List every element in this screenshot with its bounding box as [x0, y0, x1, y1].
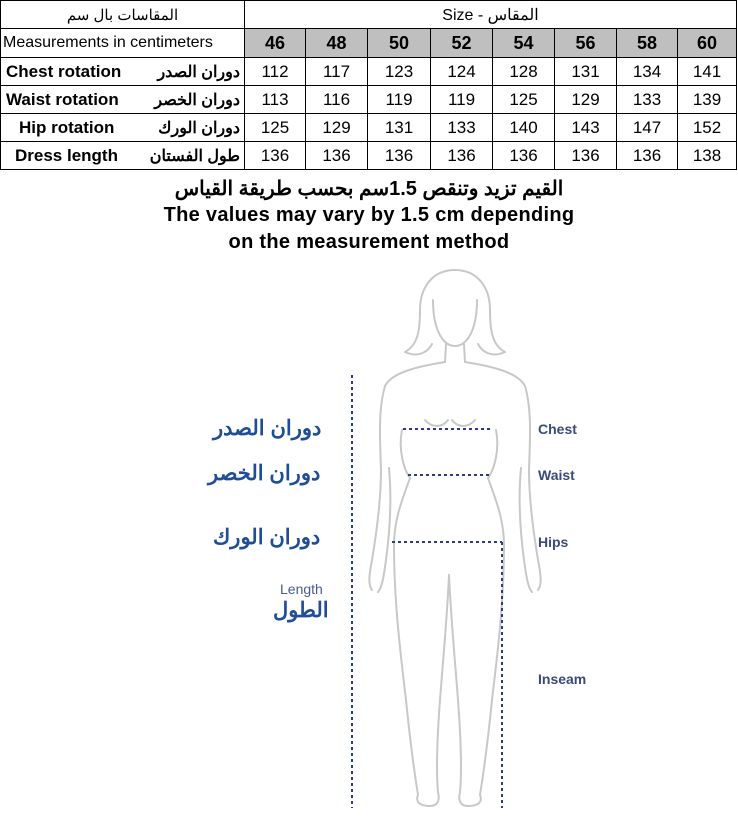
table-cell: 129 — [306, 114, 368, 142]
chest-label-ar: دوران الصدر — [213, 417, 322, 440]
table-cell: 133 — [617, 86, 678, 114]
table-cell: 136 — [493, 142, 555, 170]
note-arabic: القيم تزيد وتنقص 1.5سم بحسب طريقة القياس — [174, 178, 564, 200]
row-label-ar: دوران الورك — [139, 114, 245, 142]
table-cell: 136 — [555, 142, 617, 170]
row-label-en: Chest rotation — [1, 58, 139, 86]
table-cell: 141 — [678, 58, 737, 86]
table-cell: 124 — [431, 58, 493, 86]
table-cell: 136 — [368, 142, 431, 170]
size-60: 60 — [678, 29, 737, 58]
size-50: 50 — [368, 29, 431, 58]
length-label-en: Length — [280, 581, 323, 597]
inseam-label-en: Inseam — [538, 671, 587, 687]
hips-label-en: Hips — [538, 534, 569, 550]
size-52: 52 — [431, 29, 493, 58]
row-label-ar: دوران الخصر — [139, 86, 245, 114]
table-cell: 136 — [431, 142, 493, 170]
table-cell: 133 — [431, 114, 493, 142]
size-58: 58 — [617, 29, 678, 58]
table-cell: 139 — [678, 86, 737, 114]
size-46: 46 — [245, 29, 306, 58]
table-cell: 136 — [245, 142, 306, 170]
row-label-ar: طول الفستان — [139, 142, 245, 170]
table-cell: 119 — [368, 86, 431, 114]
size-56: 56 — [555, 29, 617, 58]
table-cell: 123 — [368, 58, 431, 86]
waist-label-en: Waist — [538, 467, 575, 483]
table-cell: 131 — [368, 114, 431, 142]
size-48: 48 — [306, 29, 368, 58]
chest-label-en: Chest — [538, 421, 577, 437]
table-cell: 129 — [555, 86, 617, 114]
measurement-guides — [352, 375, 502, 808]
note-english-line1: The values may vary by 1.5 cm depending — [163, 204, 575, 226]
table-cell: 116 — [306, 86, 368, 114]
table-cell: 136 — [617, 142, 678, 170]
row-label-ar: دوران الصدر — [139, 58, 245, 86]
table-cell: 113 — [245, 86, 306, 114]
header-measurements-ar: المقاسات بال سم — [1, 1, 245, 29]
table-cell: 134 — [617, 58, 678, 86]
table-cell: 131 — [555, 58, 617, 86]
table-cell: 128 — [493, 58, 555, 86]
table-cell: 117 — [306, 58, 368, 86]
table-cell: 138 — [678, 142, 737, 170]
header-measurements-en: Measurements in centimeters — [1, 29, 245, 58]
table-cell: 125 — [493, 86, 555, 114]
header-size: Size - المقاس — [245, 1, 737, 29]
table-cell: 140 — [493, 114, 555, 142]
row-label-en: Waist rotation — [1, 86, 139, 114]
table-cell: 125 — [245, 114, 306, 142]
note-english-line2: on the measurement method — [228, 231, 510, 253]
row-label-en: Dress length — [1, 142, 139, 170]
table-cell: 152 — [678, 114, 737, 142]
table-cell: 136 — [306, 142, 368, 170]
table-cell: 143 — [555, 114, 617, 142]
table-cell: 112 — [245, 58, 306, 86]
length-label-ar: الطول — [273, 599, 329, 622]
table-cell: 119 — [431, 86, 493, 114]
body-silhouette — [369, 270, 540, 806]
hip-label-ar: دوران الورك — [213, 526, 321, 549]
table-cell: 147 — [617, 114, 678, 142]
row-label-en: Hip rotation — [1, 114, 139, 142]
waist-label-ar: دوران الخصر — [208, 462, 321, 485]
size-54: 54 — [493, 29, 555, 58]
